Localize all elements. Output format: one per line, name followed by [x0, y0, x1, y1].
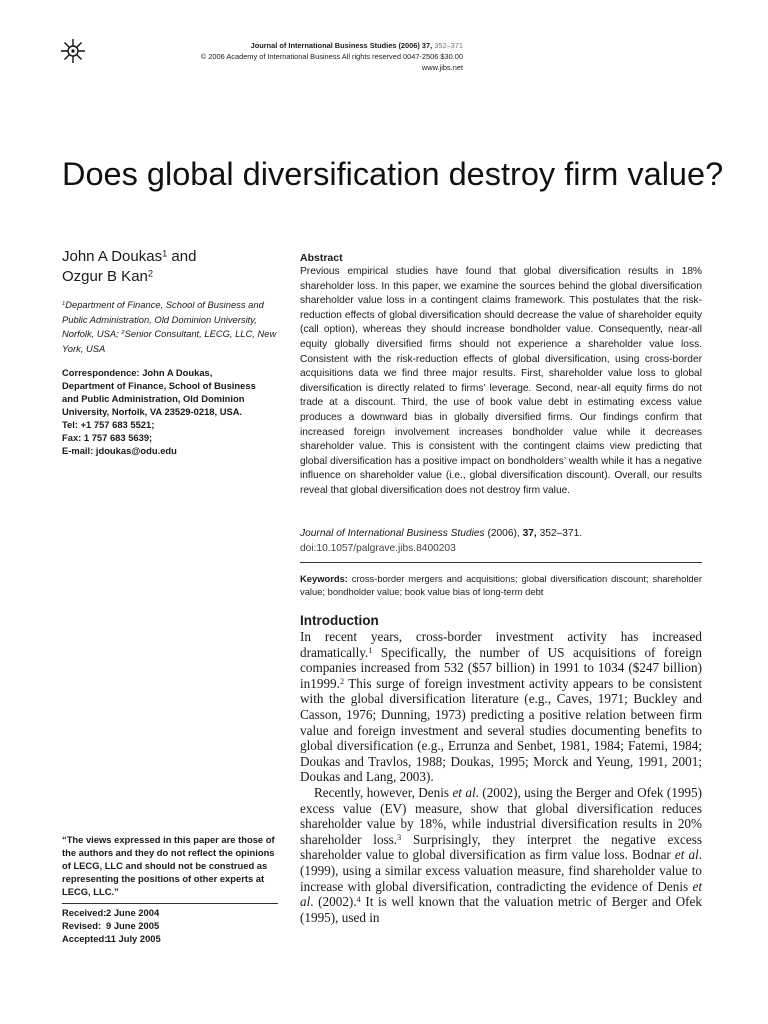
journal-header [150, 40, 463, 73]
keywords-text: cross-border mergers and acquisitions; global diversification discount; shareholder value; bondholder value; book value bias of long-term debt [300, 573, 702, 597]
author-list [62, 247, 282, 287]
citation-journal: Journal of International Business Studies [300, 528, 485, 539]
et-al-text: et al [300, 878, 702, 910]
citation-line [300, 527, 702, 542]
affil-text: Senior Consultant, LECG, LLC, New York, USA [62, 328, 277, 354]
affil-text: Department of Finance, School of Business and Public Administration, Old Dominion University, Norfolk, USA; [62, 299, 264, 340]
date-row [62, 919, 280, 932]
divider [300, 562, 702, 563]
date-value: 2 June 2004 [106, 907, 160, 918]
correspondence-block [62, 366, 280, 457]
author-affil-marker: 1 [162, 248, 168, 259]
footnote-marker[interactable]: 2 [339, 676, 345, 686]
starburst-logo-icon [60, 38, 86, 64]
paragraph-text: Surprisingly, they interpret the negative excess shareholder value to global diversification as firm value loss. Bodnar [300, 831, 702, 863]
paragraph-text: This surge of foreign investment activity appears to be consistent with the global diversification literature (e.g., Caves, 1971; Buckley and Casson, 1976; Dunning, 1973) predicting a positive relation between firm value and foreign investment and several studies documenting benefits to global diversification (e.g., Errunza and Senbet, 1981, 1984; Fatemi, 1984; Doukas and Travlos, 1988; Doukas, 1995; Morck and Yeung, 1991, 2001; Doukas and Lang, 2003). [300, 675, 702, 785]
citation-pages: 352–371. [536, 528, 583, 539]
footnote-marker[interactable]: 3 [397, 832, 402, 842]
paragraph [300, 785, 702, 925]
paragraph-text: Specifically, the number of US acquisitions of foreign companies increased from 532 ($57 billion) in 1991 to 1034 ($247 billion) in1999. [300, 644, 702, 691]
copyright-line: © 2006 Academy of International Business All rights reserved 0047-2506 $30.00 [200, 52, 463, 61]
journal-citation-line [150, 40, 463, 51]
divider [62, 903, 278, 904]
section-heading: Introduction [300, 613, 379, 628]
affil-marker: 2 [121, 330, 125, 337]
keywords [300, 572, 702, 598]
correspondence-line: Fax: 1 757 683 5639; [62, 432, 153, 443]
paragraph-text: . (2002). [310, 894, 357, 910]
paragraph-text: Recently, however, Denis [314, 784, 453, 800]
correspondence-line: University, Norfolk, VA 23529-0218, USA. [62, 406, 243, 417]
et-al-text: et al [452, 784, 476, 800]
author-name: John A Doukas [62, 248, 163, 265]
footnote-marker[interactable]: 4 [356, 895, 361, 905]
journal-name: Journal of International Business Studies (2006) 37, [250, 41, 433, 50]
date-value: 11 July 2005 [106, 933, 161, 944]
date-row [62, 906, 280, 919]
affiliations [62, 298, 280, 356]
journal-url: www.jibs.net [421, 63, 463, 72]
paragraph [300, 629, 702, 785]
journal-pages: 352–371 [434, 41, 463, 50]
date-label: Received: [62, 907, 107, 918]
correspondence-line: Department of Finance, School of Business [62, 380, 256, 391]
author-affil-marker: 2 [147, 268, 154, 279]
introduction-body [300, 629, 702, 925]
date-value: 9 June 2005 [106, 920, 160, 931]
footnote-marker[interactable]: 1 [368, 645, 373, 655]
correspondence-line: Tel: +1 757 683 5521; [62, 419, 155, 430]
paragraph-text: It is well known that the valuation metric of Berger and Ofek (1995), used in [300, 894, 702, 925]
citation-volume: 37, [522, 528, 537, 539]
author-name: Ozgur B Kan [62, 268, 148, 285]
citation-year: (2006), [484, 528, 523, 539]
paper-title: Does global diversification destroy firm value? [62, 156, 724, 192]
correspondence-line: Correspondence: John A Doukas, [62, 367, 213, 378]
disclaimer-note: “The views expressed in this paper are those of the authors and they do not reflect the opinions of LECG, LLC and should not be construed as representing the positions of other experts at LECG, LLC.” [62, 834, 275, 897]
history-dates [62, 906, 280, 945]
date-label: Accepted: [62, 933, 108, 944]
et-al-text: et al [674, 847, 699, 863]
paragraph-text: In recent years, cross-border investment activity has increased dramatically. [300, 629, 702, 660]
date-row [62, 932, 280, 945]
keywords-label: Keywords: [300, 573, 348, 584]
paragraph-text: . (2002), using the Berger and Ofek (1995) excess value (EV) measure, show that global diversification reduces shareholder value by 18%, while industrial diversification results in 20% shareholder loss. [300, 784, 702, 847]
paragraph-text: . (1999), using a similar excess valuation measure, find shareholder value to increase with global diversification, contradicting the evidence of Denis [300, 847, 702, 894]
correspondence-line: and Public Administration, Old Dominion [62, 393, 245, 404]
author-joiner: and [167, 248, 197, 265]
affil-marker: 1 [62, 301, 66, 308]
date-label: Revised: [62, 920, 102, 931]
abstract-heading: Abstract [300, 252, 343, 264]
doi-link[interactable]: doi:10.1057/palgrave.jibs.8400203 [300, 543, 456, 554]
correspondence-email[interactable]: E-mail: jdoukas@odu.edu [62, 445, 177, 456]
abstract-body: Previous empirical studies have found that global diversification results in 18% shareholder loss. In this paper, we examine the sources behind the global diversification shareholder value loss in a contingent claims framework. This postulates that the risk-reduction effects of global diversification should decrease the value of shareholder equity (call option), whereas they should increase bondholder value. Consequently, near-all equity globally diversified firms should not experience a shareholder value loss. Consistent with the risk-reduction effects of global diversification, using cross-border acquisitions data we find three major results. First, shareholder value loss to global diversification is directly related to firms’ leverage. Second, near-all equity firms do not trade at a discount. Third, the use of book value debt in estimating excess value produces a downward bias in globally diversified firms. Our findings confirm that increased foreign involvement increases bondholder value while it decreases shareholder value. This is consistent with the contingent claims view predicting that global diversification has a positive impact on bondholders’ wealth while it has a negative influence on shareholder value (i.e., global diversification discount). Overall, our results reveal that global diversification does not destroy firm value. [300, 266, 702, 496]
